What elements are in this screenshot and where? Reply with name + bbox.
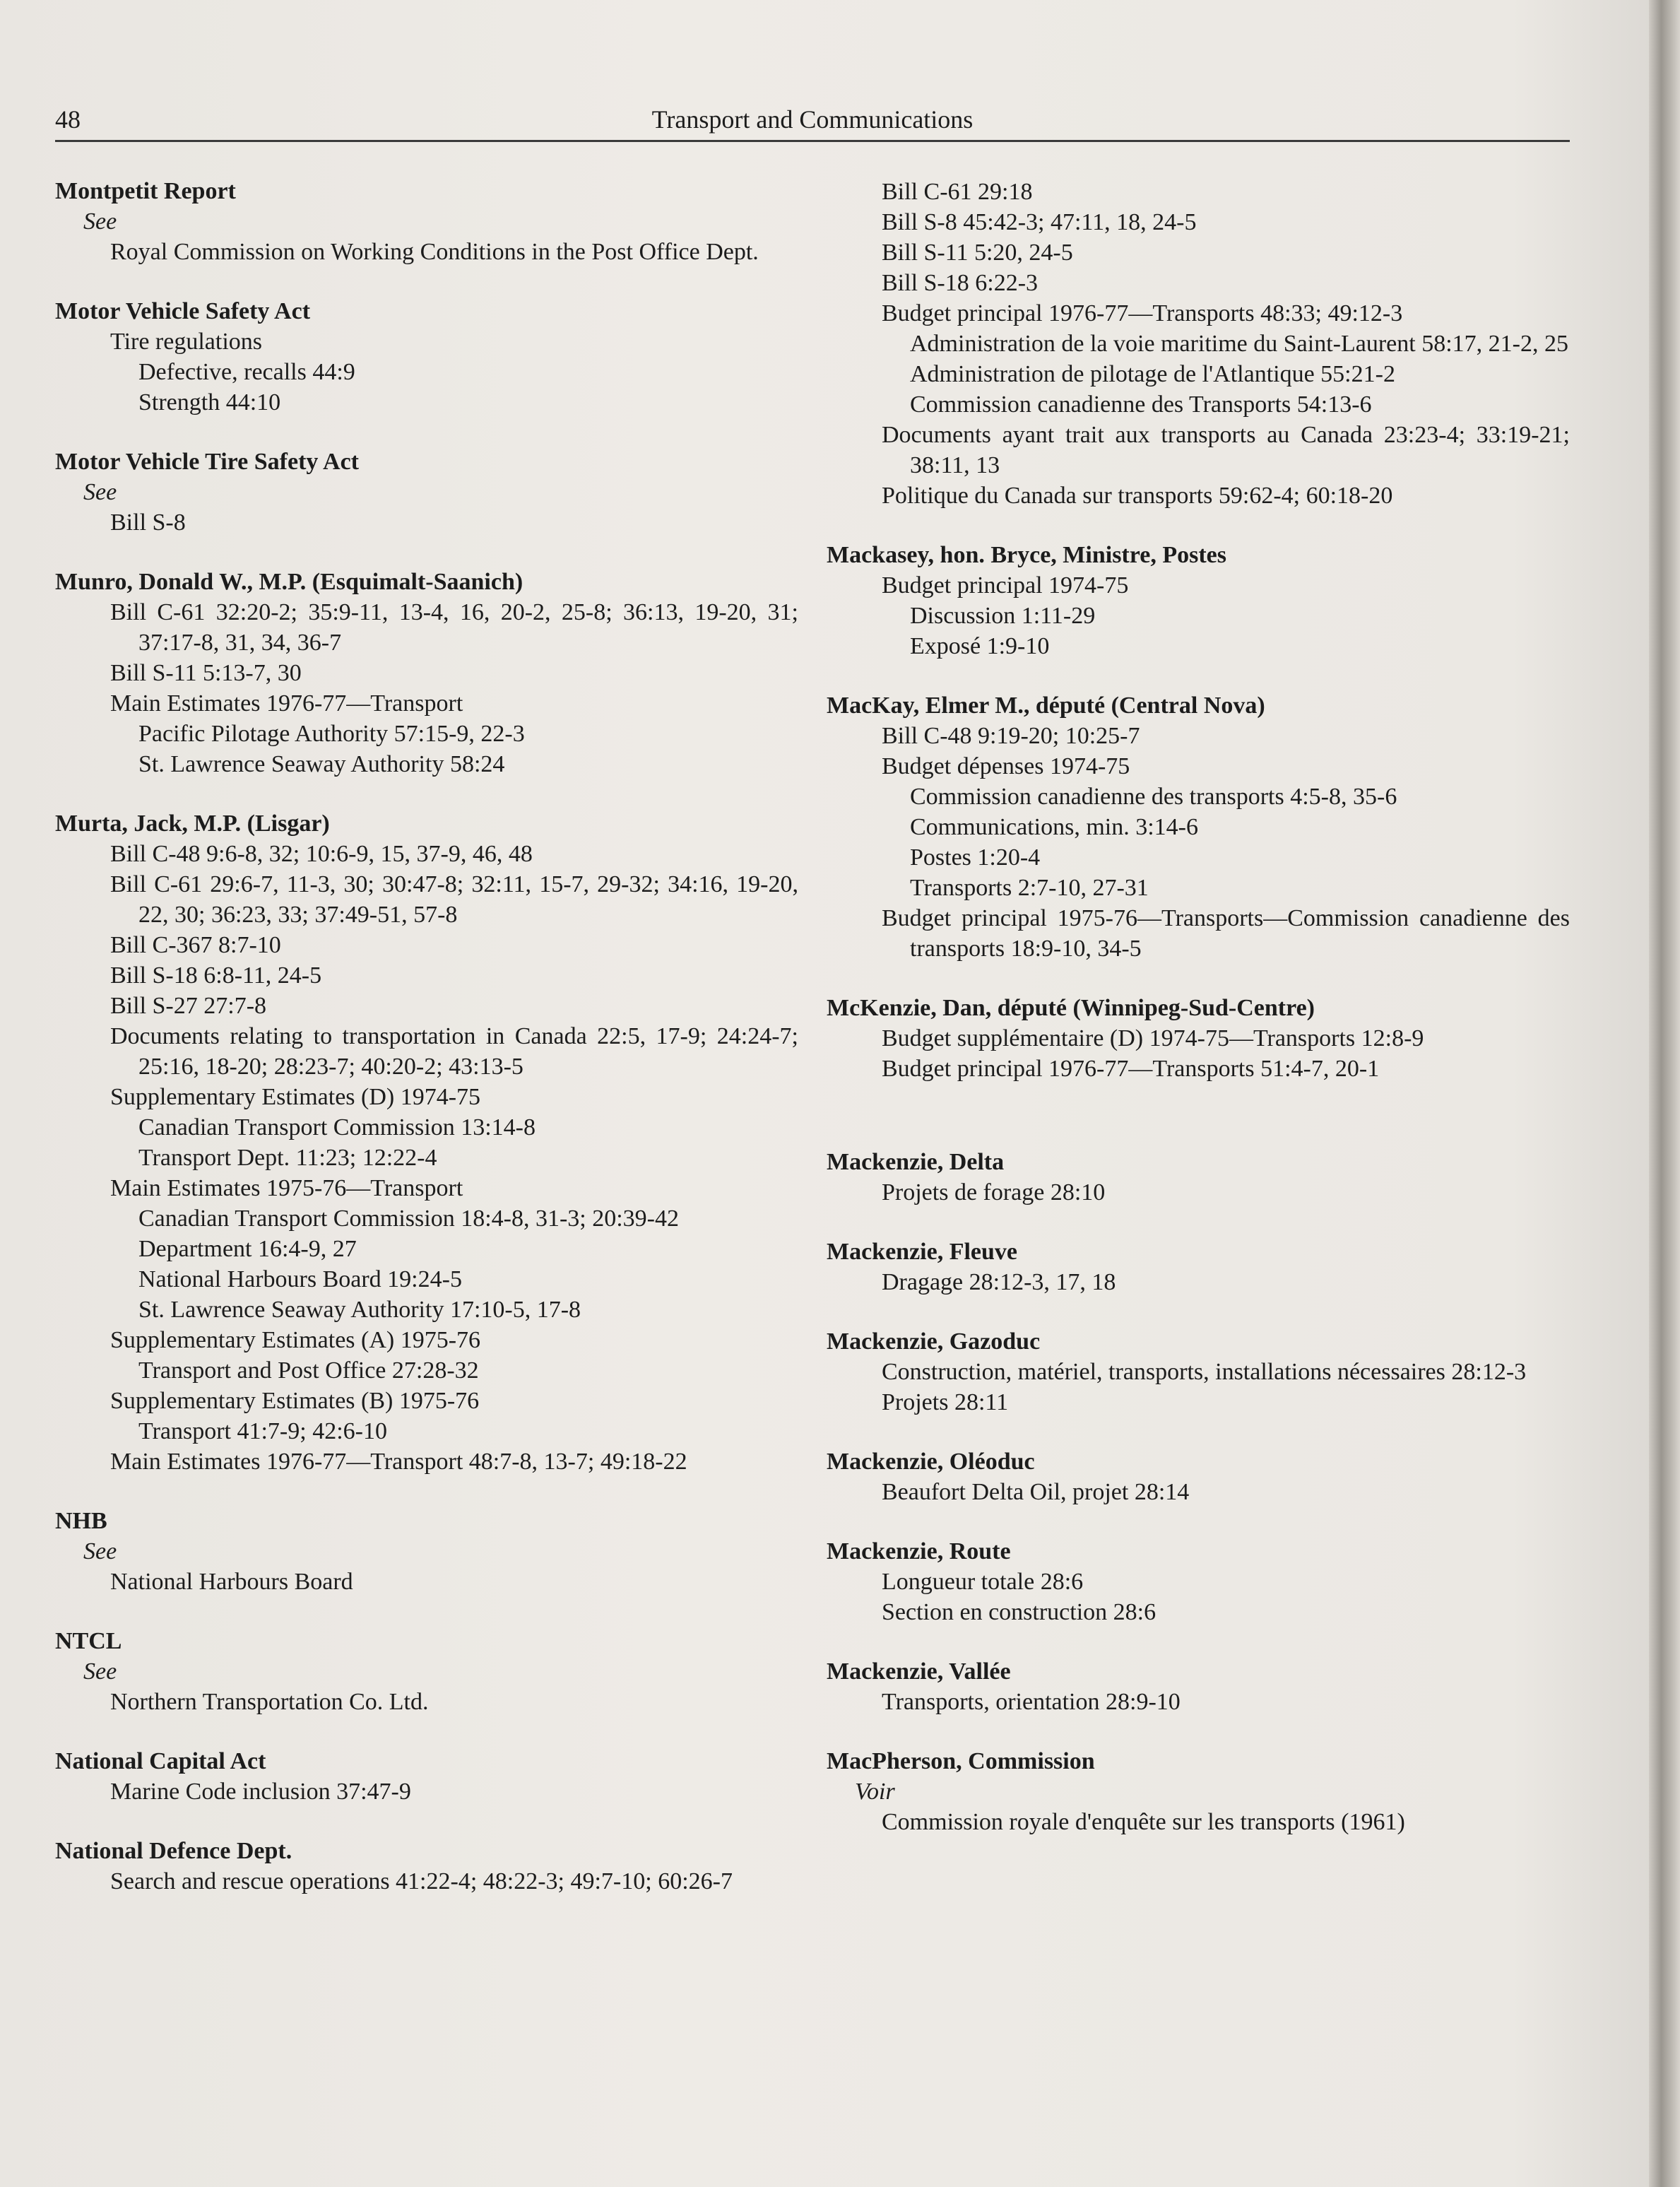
entry-heading: Mackenzie, Fleuve bbox=[827, 1239, 1018, 1265]
entry-subline: Supplementary Estimates (A) 1975-76 bbox=[110, 1327, 481, 1353]
entry-subline: Pacific Pilotage Authority 57:15-9, 22-3 bbox=[138, 721, 525, 747]
index-entry bbox=[827, 1657, 1570, 1717]
entry-heading: Mackenzie, Oléoduc bbox=[827, 1449, 1035, 1475]
entry-subline: Section en construction 28:6 bbox=[882, 1599, 1157, 1625]
entry-subline: Bill C-48 9:19-20; 10:25-7 bbox=[882, 723, 1140, 749]
index-entry bbox=[827, 1148, 1570, 1208]
entry-subline: St. Lawrence Seaway Authority 17:10-5, 17-8 bbox=[138, 1297, 581, 1323]
index-entry bbox=[827, 1447, 1570, 1507]
index-entry bbox=[827, 1237, 1570, 1297]
entry-heading: Motor Vehicle Tire Safety Act bbox=[55, 449, 359, 475]
entry-subline: Projets 28:11 bbox=[882, 1389, 1009, 1415]
entry-heading: Montpetit Report bbox=[55, 178, 236, 204]
entry-subline: Bill S-18 6:8-11, 24-5 bbox=[110, 962, 322, 989]
index-entry bbox=[55, 567, 798, 779]
cross-reference-target: Bill S-8 bbox=[110, 509, 186, 536]
entry-subline: National Harbours Board 19:24-5 bbox=[138, 1266, 462, 1292]
entry-subline: Bill C-61 32:20-2; 35:9-11, 13-4, 16, 20-2, 25-8; 36:13, 19-20, 31; 37:17-8, 31, 34, 36-7 bbox=[110, 599, 798, 656]
entry-subline: Bill C-61 29:6-7, 11-3, 30; 30:47-8; 32:11, 15-7, 29-32; 34:16, 19-20, 22, 30; 36:23, 33; 37:49-51, 57-8 bbox=[110, 871, 798, 928]
index-entry bbox=[55, 809, 798, 1477]
entry-subline: Exposé 1:9-10 bbox=[910, 633, 1050, 659]
entry-subline: Strength 44:10 bbox=[138, 389, 281, 415]
entry-heading: NHB bbox=[55, 1508, 107, 1534]
entry-subline: Transports 2:7-10, 27-31 bbox=[910, 875, 1149, 901]
cross-reference-label: Voir bbox=[855, 1779, 895, 1805]
cross-reference-label: See bbox=[83, 479, 117, 505]
entry-subline: Canadian Transport Commission 13:14-8 bbox=[138, 1114, 536, 1140]
entry-heading: Munro, Donald W., M.P. (Esquimalt-Saanich) bbox=[55, 569, 523, 595]
entry-subline: Transports, orientation 28:9-10 bbox=[882, 1689, 1181, 1715]
entry-subline: Construction, matériel, transports, installations nécessaires 28:12-3 bbox=[882, 1359, 1527, 1385]
entry-heading: Mackenzie, Route bbox=[827, 1538, 1011, 1564]
entry-subline: Bill S-11 5:13-7, 30 bbox=[110, 660, 302, 686]
entry-subline: Defective, recalls 44:9 bbox=[138, 359, 355, 385]
cross-reference-label: See bbox=[83, 1538, 117, 1564]
entry-subline: Projets de forage 28:10 bbox=[882, 1179, 1106, 1205]
entry-heading: National Capital Act bbox=[55, 1748, 266, 1774]
entry-heading: Mackenzie, Delta bbox=[827, 1149, 1005, 1175]
entry-subline: Transport 41:7-9; 42:6-10 bbox=[138, 1418, 387, 1444]
entry-subline: Transport and Post Office 27:28-32 bbox=[138, 1357, 479, 1384]
cross-reference-target: Royal Commission on Working Conditions in the Post Office Dept. bbox=[110, 239, 759, 265]
index-entry bbox=[55, 1507, 798, 1597]
entry-subline: Bill S-27 27:7-8 bbox=[110, 993, 267, 1019]
entry-subline: Budget principal 1976-77—Transports 51:4-7, 20-1 bbox=[882, 1056, 1380, 1082]
entry-heading: MacKay, Elmer M., député (Central Nova) bbox=[827, 692, 1265, 719]
entry-heading: Mackenzie, Vallée bbox=[827, 1658, 1011, 1685]
entry-subline: Canadian Transport Commission 18:4-8, 31-3; 20:39-42 bbox=[138, 1205, 679, 1232]
cross-reference-label: See bbox=[83, 208, 117, 235]
entry-subline: Budget dépenses 1974-75 bbox=[882, 753, 1130, 779]
entry-subline: Supplementary Estimates (B) 1975-76 bbox=[110, 1388, 480, 1414]
index-entry bbox=[827, 1537, 1570, 1627]
entry-subline: Bill C-61 29:18 bbox=[882, 179, 1033, 205]
entry-subline: Transport Dept. 11:23; 12:22-4 bbox=[138, 1145, 437, 1171]
entry-subline: Documents ayant trait aux transports au Canada 23:23-4; 33:19-21; 38:11, 13 bbox=[882, 422, 1570, 478]
entry-subline: Budget principal 1976-77—Transports 48:33; 49:12-3 bbox=[882, 300, 1403, 326]
page-number: 48 bbox=[55, 105, 81, 134]
entry-subline: Administration de la voie maritime du Saint-Laurent 58:17, 21-2, 25 bbox=[910, 331, 1568, 357]
header-rule bbox=[55, 140, 1570, 142]
index-entry bbox=[55, 177, 798, 267]
cross-reference-target: Northern Transportation Co. Ltd. bbox=[110, 1689, 429, 1715]
index-entry bbox=[827, 1747, 1570, 1837]
entry-subline: Marine Code inclusion 37:47-9 bbox=[110, 1779, 411, 1805]
entry-heading: Mackasey, hon. Bryce, Ministre, Postes bbox=[827, 542, 1226, 568]
cross-reference-target: Commission royale d'enquête sur les transports (1961) bbox=[882, 1809, 1405, 1835]
entry-subline: St. Lawrence Seaway Authority 58:24 bbox=[138, 751, 505, 777]
entry-heading: McKenzie, Dan, député (Winnipeg-Sud-Centre) bbox=[827, 995, 1315, 1021]
right-column bbox=[827, 177, 1570, 1867]
left-column bbox=[55, 177, 798, 1926]
running-title: Transport and Communications bbox=[651, 105, 974, 134]
index-entry bbox=[55, 447, 798, 538]
entry-subline: Budget principal 1974-75 bbox=[882, 572, 1129, 599]
page-edge bbox=[1649, 0, 1680, 2187]
page-header bbox=[55, 105, 1570, 140]
entry-heading: MacPherson, Commission bbox=[827, 1748, 1095, 1774]
entry-subline: Administration de pilotage de l'Atlantique 55:21-2 bbox=[910, 361, 1395, 387]
index-entry bbox=[55, 297, 798, 418]
index-entry bbox=[55, 1747, 798, 1807]
index-entry bbox=[827, 1327, 1570, 1417]
index-entry bbox=[55, 1627, 798, 1717]
entry-subline: Department 16:4-9, 27 bbox=[138, 1236, 357, 1262]
entry-subline: Main Estimates 1976-77—Transport 48:7-8, 13-7; 49:18-22 bbox=[110, 1449, 687, 1475]
index-entry bbox=[827, 541, 1570, 661]
cross-reference-target: National Harbours Board bbox=[110, 1569, 353, 1595]
entry-subline: Dragage 28:12-3, 17, 18 bbox=[882, 1269, 1116, 1295]
entry-heading: Motor Vehicle Safety Act bbox=[55, 298, 311, 324]
index-entry bbox=[827, 994, 1570, 1084]
entry-subline: Communications, min. 3:14-6 bbox=[910, 814, 1198, 840]
entry-subline: Politique du Canada sur transports 59:62-4; 60:18-20 bbox=[882, 483, 1393, 509]
entry-subline: Bill S-11 5:20, 24-5 bbox=[882, 240, 1073, 266]
entry-subline: Commission canadienne des Transports 54:13-6 bbox=[910, 391, 1372, 418]
entry-subline: Main Estimates 1976-77—Transport bbox=[110, 690, 463, 717]
entry-subline: Bill S-8 45:42-3; 47:11, 18, 24-5 bbox=[882, 209, 1197, 235]
entry-subline: Search and rescue operations 41:22-4; 48:22-3; 49:7-10; 60:26-7 bbox=[110, 1868, 733, 1894]
entry-subline: Main Estimates 1975-76—Transport bbox=[110, 1175, 463, 1201]
entry-subline: Bill S-18 6:22-3 bbox=[882, 270, 1039, 296]
entry-subline: Bill C-48 9:6-8, 32; 10:6-9, 15, 37-9, 46, 48 bbox=[110, 841, 533, 867]
index-entry bbox=[55, 1837, 798, 1897]
cross-reference-label: See bbox=[83, 1658, 117, 1685]
entry-heading: National Defence Dept. bbox=[55, 1838, 292, 1864]
index-entry bbox=[827, 177, 1570, 511]
entry-subline: Budget supplémentaire (D) 1974-75—Transports 12:8-9 bbox=[882, 1025, 1424, 1051]
entry-subline: Discussion 1:11-29 bbox=[910, 603, 1096, 629]
entry-heading: NTCL bbox=[55, 1628, 122, 1654]
entry-heading: Mackenzie, Gazoduc bbox=[827, 1328, 1041, 1355]
entry-subline: Bill C-367 8:7-10 bbox=[110, 932, 281, 958]
entry-subline: Postes 1:20-4 bbox=[910, 844, 1041, 871]
entry-subline: Budget principal 1975-76—Transports—Commission canadienne des transports 18:9-10, 34-5 bbox=[882, 905, 1570, 962]
entry-subline: Supplementary Estimates (D) 1974-75 bbox=[110, 1084, 481, 1110]
entry-heading: Murta, Jack, M.P. (Lisgar) bbox=[55, 810, 330, 837]
index-entry bbox=[827, 691, 1570, 964]
entry-subline: Documents relating to transportation in Canada 22:5, 17-9; 24:24-7; 25:16, 18-20; 28:23-7; 40:20-2; 43:13-5 bbox=[110, 1023, 798, 1080]
entry-subline: Tire regulations bbox=[110, 329, 263, 355]
entry-subline: Beaufort Delta Oil, projet 28:14 bbox=[882, 1479, 1190, 1505]
entry-subline: Longueur totale 28:6 bbox=[882, 1569, 1084, 1595]
entry-subline: Commission canadienne des transports 4:5-8, 35-6 bbox=[910, 784, 1397, 810]
